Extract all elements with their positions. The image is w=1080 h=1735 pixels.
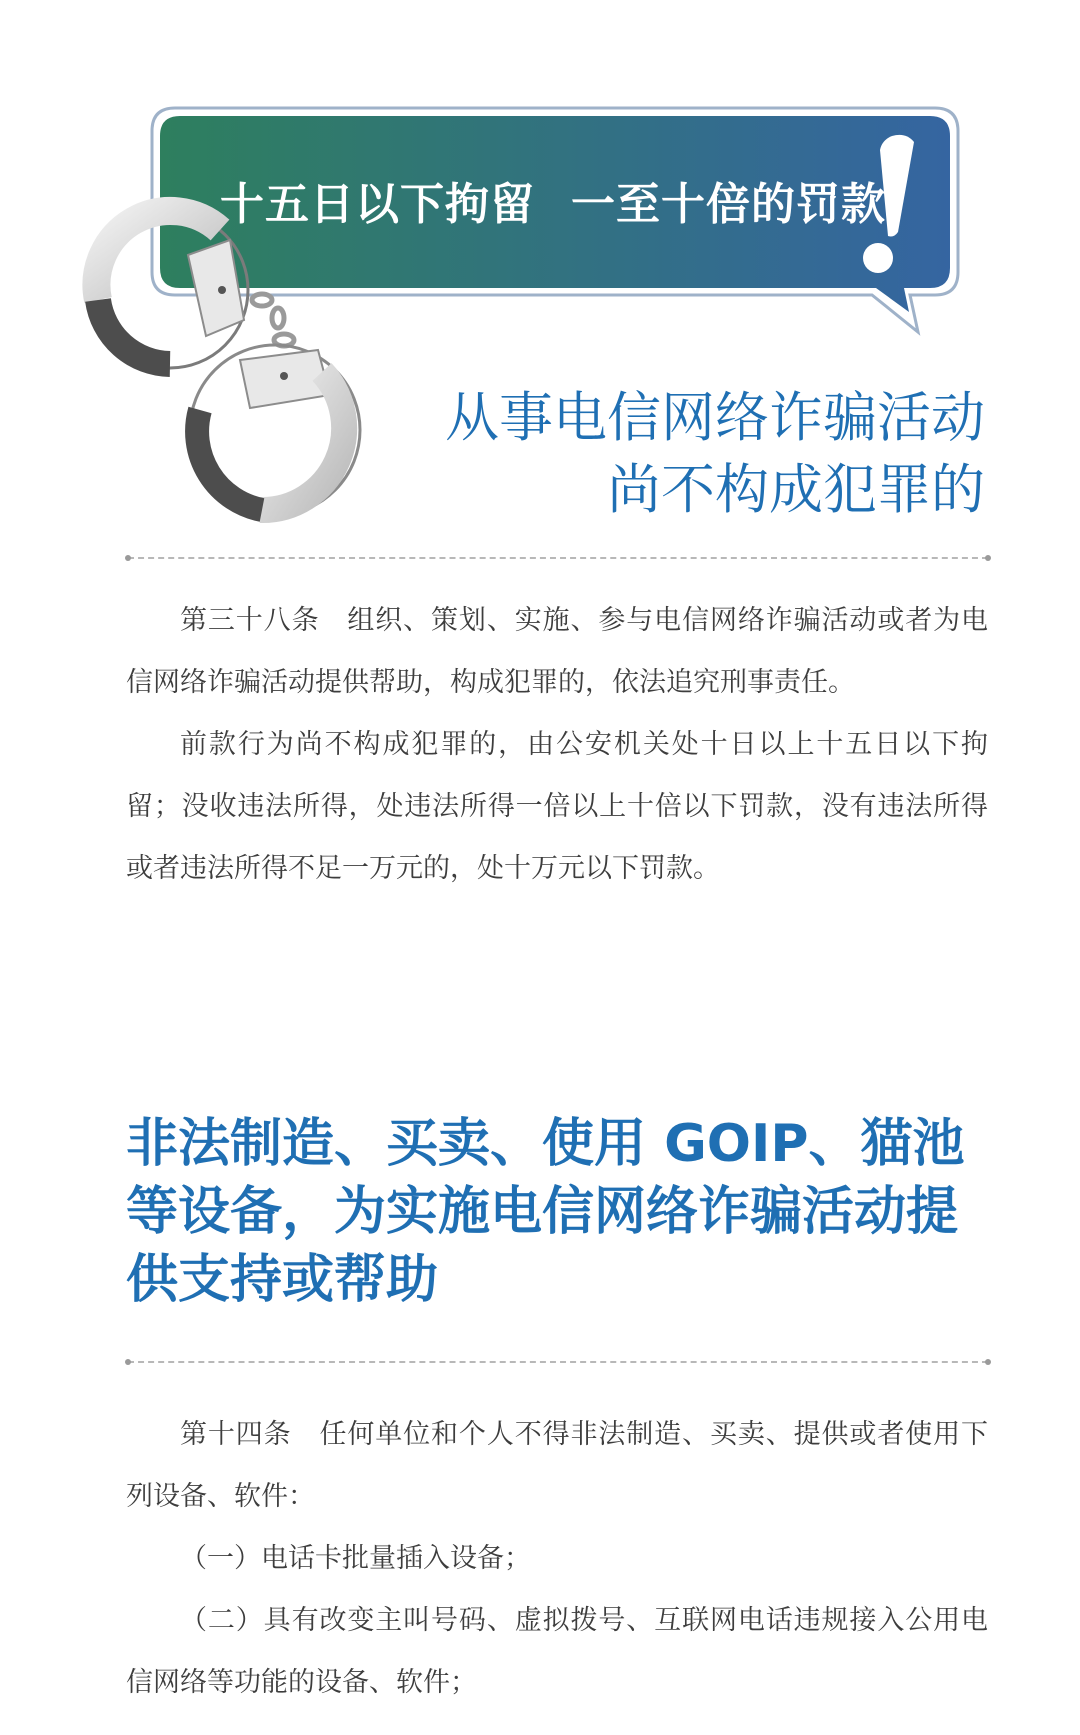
article-38-para-2: 前款行为尚不构成犯罪的，由公安机关处十日以上十五日以下拘留；没收违法所得，处违法所得一倍以上十倍以下罚款，没有违法所得或者违法所得不足一万元的，处十万元以下罚款。 bbox=[126, 729, 988, 884]
banner-text-fine: 一至十倍的罚款 bbox=[571, 179, 886, 230]
section1-body bbox=[126, 590, 988, 900]
section2-heading: 非法制造、买卖、使用 GOIP、猫池等设备，为实施电信网络诈骗活动提供支持或帮助 bbox=[126, 1114, 965, 1310]
list-item-2: （二）具有改变主叫号码、虚拟拨号、互联网电话违规接入公用电信网络等功能的设备、软件； bbox=[126, 1605, 988, 1698]
divider-1 bbox=[128, 557, 988, 559]
section2-body bbox=[126, 1404, 988, 1714]
article-14-para: 第十四条 任何单位和个人不得非法制造、买卖、提供或者使用下列设备、软件： bbox=[126, 1419, 988, 1512]
list-item-1: （一）电话卡批量插入设备； bbox=[180, 1543, 531, 1574]
divider-2 bbox=[128, 1361, 988, 1363]
article-38-para: 第三十八条 组织、策划、实施、参与电信网络诈骗活动或者为电信网络诈骗活动提供帮助，构成犯罪的，依法追究刑事责任。 bbox=[126, 605, 988, 698]
subtitle-line-1: 从事电信网络诈骗活动 bbox=[445, 386, 985, 449]
section1-subtitle bbox=[445, 382, 985, 526]
banner-headline bbox=[220, 168, 886, 232]
banner-text-detention: 十五日以下拘留 bbox=[220, 179, 535, 230]
subtitle-line-2: 尚不构成犯罪的 bbox=[607, 458, 985, 521]
